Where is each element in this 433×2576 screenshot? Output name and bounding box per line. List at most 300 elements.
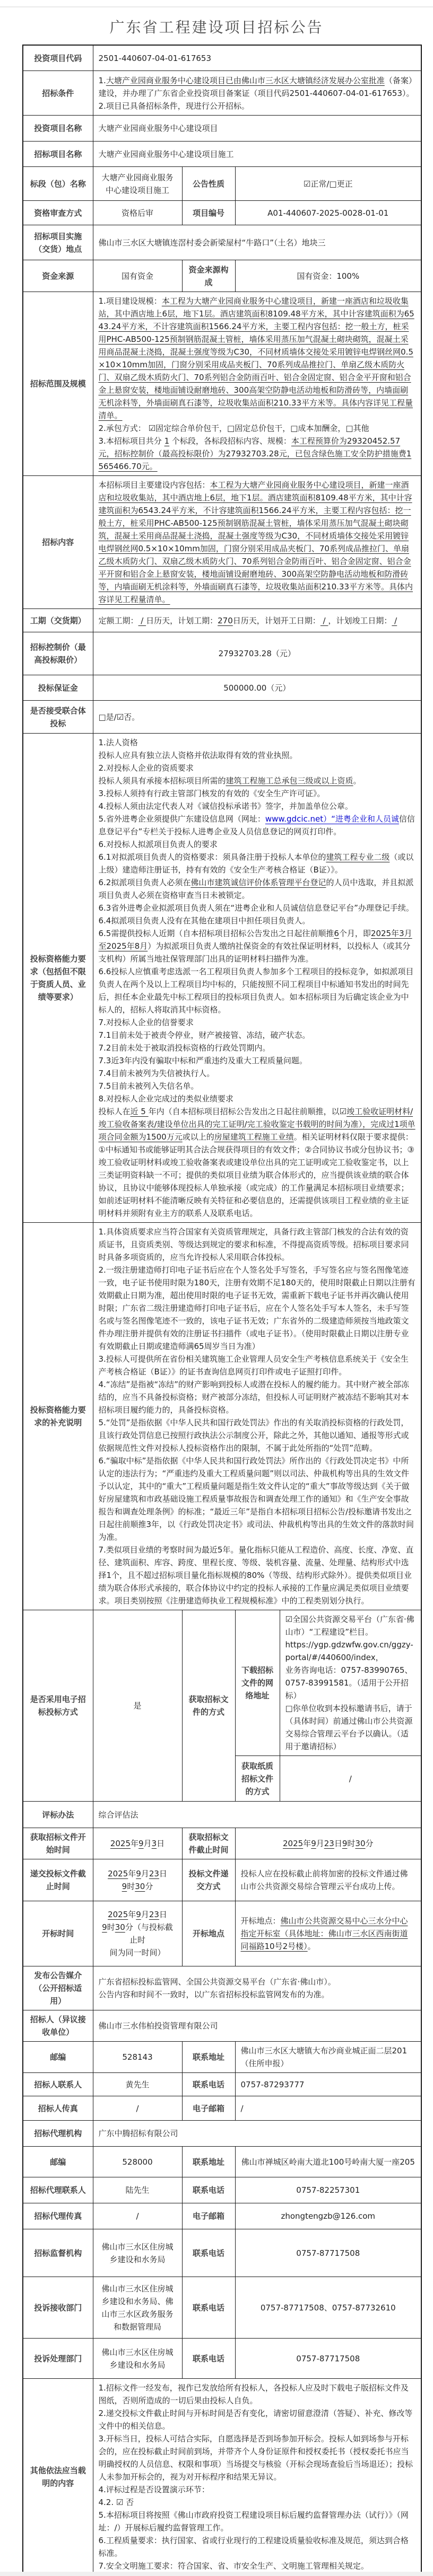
text-line bbox=[99, 749, 416, 762]
investment-project-name-value bbox=[93, 116, 421, 142]
text: 时 bbox=[107, 1922, 115, 1932]
agency-contact-value2 bbox=[235, 2177, 421, 2203]
text: 分 bbox=[365, 1839, 374, 1848]
text: 6.“骗取中标”是指依据《中华人民共和国行政处罚法》所作出的《行政处罚决定书》中所认定的违法行为；“严重违约及重大工程质量问题”则以司法、仲裁机构等出具的生效文件予以认定，其中的“重大”工程质量问题是指生效文件认定的“重大”事故等级达到《关于做好房屋建筑和市政基础设施工程质量事故报告和调查处理工作的通知》和《生产安全事故报告和调查处理条例》的标准；“最近三年”是指自本招标项目招标公告/投标邀请书发出之日起往前顺推3年，以《行政处罚决定书》或司法、仲裁机构等出具的生效文件的落款时间为准。 bbox=[98, 1456, 414, 1542]
supervision-agency-value bbox=[93, 2229, 182, 2277]
text: 1.具体资质要求应当符合国家有关资质管理规定，具备行政主管部门核发的合法有效的资质证书，且资质类别、等级达到规定的要求和标准，不得提高资质等级。招标项目要求同时具备多项资质的，应当允许投标人采用联合体投标。 bbox=[98, 1227, 409, 1262]
text: / bbox=[240, 2103, 244, 2113]
text-line bbox=[99, 813, 416, 838]
text-line bbox=[99, 1988, 416, 2001]
bid-opening-value bbox=[93, 1901, 182, 1966]
row-agency-fax bbox=[23, 2203, 421, 2229]
text-line bbox=[99, 2078, 177, 2091]
text: 佛山市三水区住房城乡建设和水务局 bbox=[101, 2242, 174, 2264]
announcement-media-value bbox=[93, 1966, 421, 2010]
document-obtain-time-value bbox=[93, 1828, 182, 1859]
text: 信信息登记平台”专栏关于投标人进粤企业及人员信息登记的网页打印件。 bbox=[98, 814, 415, 836]
electronic-bidding-value bbox=[93, 1610, 182, 1802]
bidding-content-value bbox=[93, 476, 421, 609]
text: 业务咨询电话：0757-83990765、0757-83991581。（适用于公开招标） bbox=[285, 1665, 413, 1700]
tenderer-contact-value2 bbox=[235, 2073, 421, 2096]
document-obtain-time-label: 获取招标文件开始时间 bbox=[23, 1828, 93, 1859]
text-line bbox=[99, 965, 416, 1016]
text-line bbox=[99, 1975, 416, 1988]
text-line bbox=[99, 1454, 416, 1543]
text-line bbox=[99, 2496, 416, 2509]
text: 6.5需提供投标人近期（自本招标项目招标公告发出之日起往前顺推 bbox=[98, 929, 334, 938]
agency-fax-value2 bbox=[235, 2203, 421, 2229]
underlined-text: 9 bbox=[136, 1910, 141, 1919]
text: 。 bbox=[307, 1942, 316, 1951]
supervision-agency-label2: 联系电话 bbox=[182, 2229, 235, 2277]
row-fund-source bbox=[23, 260, 421, 292]
text: 0757-87717508 bbox=[296, 2353, 360, 2363]
qualification-requirements-label: 投标资格能力要求（包括但不限于资质人员、业绩等要求） bbox=[23, 734, 93, 1223]
evaluation-method-value bbox=[93, 1802, 421, 1828]
row-construction-period bbox=[23, 609, 421, 632]
underlined-text: / bbox=[392, 615, 397, 625]
tenderer-contact-label2: 联系电话 bbox=[182, 2073, 235, 2096]
text: 广东中腾招标有限公司 bbox=[98, 2129, 178, 2138]
tenderer-postcode-value2 bbox=[235, 2042, 421, 2073]
tenderer-postcode-label2: 联系地址 bbox=[182, 2042, 235, 2073]
row-investment-project-code bbox=[23, 45, 421, 71]
supervision-agency-label: 招标监督机构 bbox=[23, 2229, 93, 2277]
text-line bbox=[285, 1664, 416, 1702]
agency-contact-label2: 联系电话 bbox=[182, 2177, 235, 2203]
underlined-text: 近 5 bbox=[130, 1107, 149, 1116]
text: 0757-87717508 bbox=[296, 2248, 360, 2258]
text: 6.3省外进粤企业拟派项目负责人须在“进粤企业和人员诚信信息登记平台”办理登记手续。 bbox=[98, 903, 414, 913]
text: A01-440607-2025-0028-01-01 bbox=[267, 208, 389, 218]
text-line bbox=[99, 2184, 177, 2196]
underlined-text: 本工程预算价为29320452.57元，招标控制价（最高投标限价）为27932703.28元，已包含绿色施工安全防护措施费1565466.70元。 bbox=[98, 436, 412, 471]
text-line bbox=[99, 479, 416, 606]
investment-project-code-label: 投资项目代码 bbox=[23, 45, 93, 71]
text-line bbox=[99, 295, 416, 422]
download-url-value bbox=[280, 1610, 421, 1756]
text: 5.“处罚”是指依据《中华人民共和国行政处罚法》作出的有关取消投标资格的行政处罚，且该行政处罚信息已按照行政执法公示制度公开，除此之外，其他以通知、通报等形式或依据规范性文件对投标人投标资格作出的限制，不属于此处所指的“处罚”范畴。 bbox=[98, 1418, 409, 1453]
tenderer-postcode-label: 邮编 bbox=[23, 2042, 93, 2073]
text-line bbox=[99, 2127, 416, 2140]
document-obtain-time-value2 bbox=[235, 1828, 421, 1859]
tenderer-contact-label: 招标人联系人 bbox=[23, 2073, 93, 2096]
row-bidding-agency bbox=[23, 2121, 421, 2147]
text-line bbox=[99, 1416, 416, 1454]
text-line bbox=[241, 2247, 416, 2260]
agency-postcode-label2: 联系地址 bbox=[182, 2147, 235, 2177]
text: 6.工程质量要求：执行国家、省或行业现行的工程建设质量验收标准及规范，须达到合格标准。 bbox=[98, 2536, 409, 2558]
tenderer-fax-value bbox=[93, 2096, 182, 2121]
underlined-text: 30 bbox=[115, 1922, 125, 1932]
row-bidding-content bbox=[23, 476, 421, 609]
text: 528000 bbox=[122, 2157, 153, 2167]
bid-opening-value2 bbox=[235, 1901, 421, 1966]
text: 佛山市三水区大塘镇大布沙商业城正面二层201（住所申报） bbox=[240, 2046, 408, 2068]
text-line bbox=[99, 2381, 416, 2407]
text-line bbox=[99, 2240, 177, 2266]
text: 7.安全文明施工要求：符合国家、省、市安全生产、文明施工管理相关规定。 bbox=[98, 2561, 369, 2571]
text-line bbox=[99, 1067, 416, 1080]
supervision-agency-value2 bbox=[235, 2229, 421, 2277]
text: 月 bbox=[143, 1839, 152, 1848]
text-line bbox=[99, 2346, 177, 2371]
bidding-agency-value bbox=[93, 2121, 421, 2147]
text: 国有资金：100% bbox=[297, 271, 360, 281]
text: 间为同一时间） bbox=[109, 1948, 166, 1957]
text: 日 bbox=[159, 1910, 167, 1919]
text: 投标人应具有独立法人资格并依法取得有效的营业执照。 bbox=[98, 751, 298, 760]
text-line bbox=[99, 1378, 416, 1416]
row-complaint-handling bbox=[23, 2339, 421, 2379]
underlined-text: 建筑工程施工总承包三级或以上资质 bbox=[226, 776, 353, 786]
text: ）为拟派项目负责人缴纳社保资金的有效社保证明材料，以投标人（或其分支机构）所属当地社保管理部门出具的证明材料扫描件为准。 bbox=[98, 941, 411, 964]
agency-postcode-label: 邮编 bbox=[23, 2147, 93, 2177]
underlined-text: 竣工验收证明材料/竣工验收备案表/建设单位出具的完工证明/完工验收鉴定书载明的时间为准），完成过1项单项合同金额为 bbox=[98, 1107, 415, 1142]
text: 1.招标文件一经发布，视作已发放给所有投标人，各投标人应及时下载电子版招标文件及图纸，否则所造成的一切后果由投标人自负。 bbox=[98, 2383, 409, 2405]
text: 5.本招标项目将按照《佛山市政府投资工程建设项目标后履约监督管理办法（试行）》（网址：/）开展标后履约监督管理工作。 bbox=[98, 2510, 409, 2533]
text: 528143 bbox=[122, 2052, 153, 2062]
text-line bbox=[241, 1837, 416, 1850]
text: 4.投标人须由法定代表人对《诚信投标承诺书》签字，并加盖单位公章。 bbox=[98, 801, 353, 811]
qualification-review-label2: 项目编号 bbox=[182, 201, 235, 225]
underlined-text: 1500 bbox=[146, 1132, 167, 1142]
text: 6.4拟派项目负责人没有在其他在建项目中担任项目负责人。 bbox=[98, 916, 310, 925]
fund-source-value bbox=[93, 260, 182, 292]
text: 日历天，计划工期： bbox=[146, 615, 218, 625]
text-line bbox=[99, 1946, 177, 1959]
text: 3.投标人须持有行政主管部门核发的有效的《安全生产许可证》。 bbox=[98, 789, 325, 798]
qualification-supplement-value bbox=[93, 1223, 421, 1610]
bid-bond-value bbox=[93, 675, 421, 701]
text-line bbox=[99, 1880, 177, 1893]
agency-fax-label: 招标代理传真 bbox=[23, 2203, 93, 2229]
text-line bbox=[99, 914, 416, 927]
bidding-conditions-value bbox=[93, 71, 421, 116]
gdcic-link[interactable]: www.gdcic.net）“进粤企业和人员诚 bbox=[265, 814, 399, 824]
underlined-text: / bbox=[320, 615, 328, 625]
text-line bbox=[99, 1264, 416, 1353]
text-line bbox=[241, 178, 416, 190]
text-line bbox=[99, 2407, 416, 2432]
text: 佛山市三水区住房城乡建设和水务局 bbox=[101, 2347, 174, 2370]
text: 7.1目前未处于被责令停业，财产被接管、冻结，破产状态。 bbox=[98, 1030, 310, 1040]
text: 2.承包方式： ☑固定综合单价包干，□固定总价包干，□成本加酬金，□其他 bbox=[98, 424, 369, 433]
fund-source-label: 资金来源 bbox=[23, 260, 93, 292]
text-line bbox=[99, 787, 416, 800]
text: 7.3近3年内没有骗取中标和严重违约及重大工程质量问题。 bbox=[98, 1056, 307, 1065]
bidding-scope-value bbox=[93, 292, 421, 476]
row-project-location bbox=[23, 225, 421, 260]
underlined-text: 大塘产业园商业服务中心建设项目已由佛山市三水区大塘镇经济发展办公室批准 bbox=[106, 75, 385, 85]
text-line bbox=[99, 876, 416, 902]
text: 年 bbox=[128, 1869, 136, 1878]
row-announcement-media bbox=[23, 1966, 421, 2010]
text: 4.2. ☑ 否 bbox=[98, 2498, 134, 2507]
agency-fax-value bbox=[93, 2203, 182, 2229]
underlined-text: 9 bbox=[342, 1839, 348, 1848]
text: 是 bbox=[133, 1701, 142, 1710]
section-name-label: 标段（包）名称 bbox=[23, 167, 93, 201]
row-qualification-requirements bbox=[23, 734, 421, 1223]
tenderer-postcode-value bbox=[93, 2042, 182, 2073]
text-line bbox=[241, 1867, 416, 1893]
top-divider bbox=[0, 0, 433, 7]
text: 3.本招标项目共分 bbox=[98, 436, 164, 446]
text: （或以上级）建造师注册证书，持有有效的《安全生产考核合格证（B证）》。 bbox=[98, 852, 414, 875]
text-line bbox=[99, 2156, 177, 2168]
text: 公告内容和时间不一致时，以广东省招标投标监管网发布的为准。 bbox=[98, 1990, 330, 1999]
text-line bbox=[99, 682, 416, 694]
underlined-text: 万元 bbox=[166, 1132, 183, 1142]
text: □你单位收到本投标邀请书后，请于（具体时间）前通过佛山市公共资源交易综合管理云平台予以确认。（适用于邀请招标） bbox=[285, 1704, 413, 1751]
qualification-review-value bbox=[93, 201, 182, 225]
text-line bbox=[99, 1225, 416, 1264]
row-bidding-conditions bbox=[23, 71, 421, 116]
underlined-text: 建筑工程专业二级 bbox=[326, 852, 390, 862]
text-line bbox=[241, 1915, 416, 1953]
text-line bbox=[99, 2282, 177, 2333]
text-line bbox=[99, 1837, 177, 1850]
underlined-text: 23 bbox=[324, 1839, 334, 1848]
bottom-strip bbox=[0, 2572, 433, 2576]
row-bid-opening bbox=[23, 1901, 421, 1966]
section-name-value bbox=[93, 167, 182, 201]
complaint-handling-value2 bbox=[235, 2339, 421, 2379]
text: 分 bbox=[145, 1882, 153, 1891]
text: 月 bbox=[141, 1910, 149, 1919]
announcement-media-label: 发布公告媒介（公开招标适用） bbox=[23, 1966, 93, 2010]
text: 1.法人资格 bbox=[98, 738, 138, 747]
text: 大塘产业园商业服务中心建设项目 bbox=[98, 123, 218, 133]
text-line bbox=[99, 207, 177, 219]
underlined-text: 9 bbox=[102, 1922, 107, 1932]
row-tenderer-postcode bbox=[23, 2042, 421, 2073]
text: 6.对投标人拟派项目负责人的要求 bbox=[98, 840, 218, 849]
submission-deadline-label: 递交投标文件截止时间 bbox=[23, 1859, 93, 1901]
qualification-requirements-value bbox=[93, 734, 421, 1223]
text-line bbox=[241, 2156, 416, 2168]
underlined-text: 6 bbox=[334, 929, 339, 938]
document-obtain-time-label2: 获取招标文件截止时间 bbox=[182, 1828, 235, 1859]
electronic-bidding-method-label: 获取招标文件的方式 bbox=[182, 1610, 235, 1802]
text-line bbox=[99, 2534, 416, 2560]
bidding-conditions-label: 招标条件 bbox=[23, 71, 93, 116]
text: 年 bbox=[128, 1910, 136, 1919]
text-line bbox=[99, 74, 416, 100]
electronic-bidding-label: 是否采用电子招标投标方式 bbox=[23, 1610, 93, 1802]
row-bidding-scope bbox=[23, 292, 421, 476]
tenderer-label: 招标人（异议接收单位） bbox=[23, 2010, 93, 2042]
text-line bbox=[99, 762, 416, 774]
text: 年 bbox=[131, 1839, 139, 1848]
underlined-text: 佛山市公共资源交易中心三水分中心指定开标室（具体地址：佛山市三水区西南街道同福路10号2号楼） bbox=[240, 1916, 408, 1951]
text: 时 bbox=[127, 1882, 135, 1891]
text-line bbox=[241, 2044, 416, 2070]
text: 分（与投标截止时 bbox=[125, 1922, 173, 1945]
project-location-value bbox=[93, 225, 421, 260]
complaint-handling-label: 投诉处理部门 bbox=[23, 2339, 93, 2379]
consortium-bidding-value bbox=[93, 701, 421, 734]
text: 7.类似项目业绩的考察时间为最近5年。量化指标只能从工程造价、高度、长度、净宽、直径、建筑面积、库容、跨度、里程长度、等级、装机容量、流量、处理量、结构形式中选择1个，且不超过招标项目量化指标规模的80%（等级、结构形式除外）。提供类似项目业绩为联合体形式承接的，联合体协议中约定的投标人承接的工作量应满足类似项目业绩要求。项目类别按照《注册建造师执业工程规模标准》中的工程类别划分执行。 bbox=[98, 1545, 414, 1605]
row-investment-project-name bbox=[23, 116, 421, 142]
agency-fax-label2: 电子邮箱 bbox=[182, 2203, 235, 2229]
underlined-text: 2025 bbox=[108, 1869, 128, 1878]
underlined-text: 佛山市建筑诚信评价体系管理平台登记 bbox=[190, 878, 326, 887]
bidding-project-name-value bbox=[93, 142, 421, 167]
text: 。相关证明材料仅限于要求提供：①中标通知书或能够证明其合法合规获得项目的有效文件；②合同协议书或分包协议书；③竣工验收证明材料或竣工验收备案表或建设单位出具的完工证明或完工验收鉴定书，以上三类证明资料缺一不可；提供的类似项目业绩为联合体形式的，应当提供该业绩的联合体协议，且协议中能够体现投标人单独承接（或完成）的工作量满足本招标项目业绩要求；如前述证明材料不能清晰反映有关特征和必要信息的，还需提供该项目工程业绩的业主证明材料并须附有业主方的联系人及联系电话。 bbox=[98, 1132, 414, 1218]
text: 500000.00（元） bbox=[223, 683, 291, 693]
text-line bbox=[99, 171, 177, 197]
agency-postcode-value bbox=[93, 2147, 182, 2177]
text-line bbox=[99, 1699, 177, 1712]
text-line bbox=[99, 2483, 416, 2496]
text-line bbox=[99, 927, 416, 965]
complaint-handling-value bbox=[93, 2339, 182, 2379]
row-section-name bbox=[23, 167, 421, 201]
fund-source-value2 bbox=[235, 260, 421, 292]
control-price-value bbox=[93, 632, 421, 675]
text: 7.5目前未被列入失信名单。 bbox=[98, 1081, 199, 1091]
bid-bond-label: 投标保证金 bbox=[23, 675, 93, 701]
text: 个月，即 bbox=[339, 929, 371, 938]
bidding-agency-label: 招标代理机构 bbox=[23, 2121, 93, 2147]
underlined-text: 1 bbox=[164, 436, 170, 446]
text: 年内（自本招标项目招标公告发出之日起往前顺推，以☑ bbox=[148, 1107, 347, 1116]
text: 或以上的 bbox=[182, 1132, 214, 1142]
text: / bbox=[136, 2211, 139, 2221]
text-line bbox=[99, 1042, 416, 1054]
text-line bbox=[99, 2210, 177, 2222]
text-line bbox=[99, 270, 177, 283]
text: 7.2目前未处于被取消投标资格的行政处罚期内。 bbox=[98, 1043, 271, 1053]
text: 2.对投标人企业的资质要求 bbox=[98, 763, 194, 773]
text: 的人员中选取，并且拟派项目负责人必须在资格审查当日未被锁定。 bbox=[98, 878, 414, 900]
text-line bbox=[99, 236, 416, 249]
text-line bbox=[99, 647, 416, 660]
row-agency-postcode bbox=[23, 2147, 421, 2177]
row-qualification-review bbox=[23, 201, 421, 225]
text-line bbox=[241, 207, 416, 219]
text-line bbox=[241, 2078, 416, 2091]
consortium-bidding-label: 是否接受联合体投标 bbox=[23, 701, 93, 734]
underlined-text: 3 bbox=[151, 1839, 157, 1848]
bidding-scope-label: 招标范围及规模 bbox=[23, 292, 93, 476]
underlined-text: 23 bbox=[149, 1910, 159, 1919]
agency-postcode-value2 bbox=[235, 2147, 421, 2177]
qualification-review-value2 bbox=[235, 201, 421, 225]
text: （备案）建设，并办理了广东省企业投资项目备案证（项目代码2501-440607-04-01-617653）。 bbox=[98, 75, 414, 98]
text: 0757-82257301 bbox=[296, 2185, 360, 2195]
text-line bbox=[99, 100, 416, 112]
text-line bbox=[99, 711, 416, 724]
row-tenderer-fax bbox=[23, 2096, 421, 2121]
text: ☑全国公共资源交易平台（广东省·佛山市）“工程建设”栏目。 bbox=[285, 1615, 414, 1637]
paper-method-label: 获取纸质招标文件的方式 bbox=[235, 1756, 280, 1802]
text-line bbox=[99, 1867, 177, 1880]
row-evaluation-method bbox=[23, 1802, 421, 1828]
underlined-text: 30 bbox=[135, 1882, 145, 1891]
agency-contact-label: 招标代理联系人 bbox=[23, 2177, 93, 2203]
text: 年 bbox=[303, 1839, 311, 1848]
underlined-text: / bbox=[138, 615, 146, 625]
text-line bbox=[99, 838, 416, 851]
text-line bbox=[99, 1054, 416, 1067]
row-complaint-receiving bbox=[23, 2277, 421, 2339]
evaluation-method-label: 评标办法 bbox=[23, 1802, 93, 1828]
other-required-content-value bbox=[93, 2379, 421, 2576]
text: 黄先生 bbox=[125, 2079, 150, 2089]
row-other-required-content bbox=[23, 2379, 421, 2576]
text: 定额工期： bbox=[98, 615, 138, 625]
underlined-text: 房屋建筑工程施工业绩 bbox=[214, 1132, 294, 1142]
text-line bbox=[99, 2019, 416, 2032]
bidding-project-name-label: 招标项目名称 bbox=[23, 142, 93, 167]
underlined-text: 本工程为大塘产业园商业服务中心建设项目，新建一座酒店和垃圾收集站，其中酒店地上6层，地下1层。酒店建筑面积8109.48平方米，其中计容建筑面积为6543.24平方米，不计容建筑面积1566.24平方米，主要工程内容包括：挖一般土方，桩采用PHC-AB500-125预制钢筋混凝土管桩，墙体采用蒸压加气混凝土砌块砌筑，混凝土采用商品混凝土浇捣，混凝土强度等级为C30，不同材质墙体交接处采用镀锌电焊钢丝网0.5×10×10mm加固，门窗分别采用成品夹板门、70系列成品推拉门、单扇乙级木质防火门、双扇乙级木质防火门、70系列铝合金防雨百叶、铝合金固定窗、铝合金平开窗和铝合金上悬窗安装，楼地面铺设耐磨地砖、300高架空防静电活动地板和防滑砖等，内墙面刷无机涂料等，外墙面刷真石漆等，垃圾收集站面积210.33平方米等。具体内容详见工程量清单。 bbox=[98, 480, 413, 604]
submission-deadline-value bbox=[93, 1859, 182, 1901]
text: 大塘产业园商业服务中心建设项目施工 bbox=[98, 149, 234, 159]
text: zhongtengzb@126.com bbox=[281, 2211, 376, 2221]
project-location-label: 招标项目实施（交货）地点 bbox=[23, 225, 93, 260]
text: 1.项目建设规模： bbox=[98, 296, 162, 306]
text-line bbox=[99, 52, 416, 65]
text-line bbox=[99, 902, 416, 914]
text: 大塘产业园商业服务中心建设项目施工 bbox=[101, 172, 174, 195]
section-name-label2: 公告性质 bbox=[182, 167, 235, 201]
row-qualification-supplement bbox=[23, 1223, 421, 1610]
text: 个标段，各标段招标内容、规模： bbox=[169, 436, 291, 446]
underlined-text: 30 bbox=[355, 1839, 366, 1848]
text: 国有资金 bbox=[121, 271, 153, 281]
text: 佛山市禅城区岭南大道北100号岭南大厦一座205 bbox=[241, 2157, 415, 2167]
text: 开标地点： bbox=[240, 1916, 281, 1926]
tenderer-fax-label: 招标人传真 bbox=[23, 2096, 93, 2121]
text: 广东省招标投标监管网、全国公共资源交易平台（广东省·佛山市）。 bbox=[98, 1977, 336, 1987]
text-line bbox=[285, 1613, 416, 1638]
text-line bbox=[99, 774, 416, 787]
text-line bbox=[99, 1543, 416, 1607]
underlined-text: 9 bbox=[122, 1882, 127, 1891]
underlined-text: 本工程为大塘产业园商业服务中心建设项目，新建一座酒店和垃圾收集站，其中酒店地上6层，地下1层。酒店建筑面积8109.48平方米，其中计容建筑面积为6543.24平方米，不计容建筑面积1566.24平方米，主要工程内容包括：挖一般土方，桩采用PHC-AB500-125预制钢筋混凝土管桩，墙体采用蒸压加气混凝土砌块砌筑，混凝土采用商品混凝土浇捣，混凝土强度等级为C30，不同材质墙体交接处采用镀锌电焊钢丝网0.5×10×10mm加固，门窗分别采用成品夹板门、70系列成品推拉门、单扇乙级木质防火门、双扇乙级木质防火门、70系列铝合金防雨百叶、铝合金固定窗、铝合金平开窗和铝合金上悬窗安装，楼地面铺设耐磨地砖、300高架空防静电活动地板和防滑砖等，内墙面刷无机涂料等，外墙面刷真石漆等，垃圾收集站面积210.33平方米等。具体内容详见工程量清单。 bbox=[98, 296, 414, 420]
text: 7.4目前未被列为失信被执行人。 bbox=[98, 1069, 215, 1078]
row-tenderer-contact bbox=[23, 2073, 421, 2096]
text-line bbox=[285, 1702, 416, 1753]
complaint-receiving-value bbox=[93, 2277, 182, 2339]
text-line bbox=[99, 1029, 416, 1042]
text: 2.一级注册建造师打印电子证书后应在个人签名处手写签名，手写签名应与签名图像笔迹一致，电子证书使用时限为180天，注册有效期不足180天的，使用时限截止日期以注册有效期截止日期为准，超出使用时限的电子证书无效，需重新下载电子证书并再次确认使用时限；广东省二级注册建造师打印电子证书后，应在个人签名处手写本人签名，未手写签名或与签名图像笔迹不一致的，该电子证书无效；广东省外的二级建造师须按当地政策文件办理注册并提供有效的注册证书扫描件（或电子证书）。（使用时限截止日期以注册专业有效期截止日期或建造师满65周岁当日为准） bbox=[98, 1265, 415, 1351]
text: 资格后审 bbox=[121, 208, 153, 218]
text: 1. bbox=[98, 75, 106, 85]
text: 4.评标过程是否设置演示环节： bbox=[98, 2485, 210, 2494]
text: https://ygp.gdzwfw.gov.cn/ggzy-portal/#/440600/index， bbox=[285, 1640, 413, 1662]
text: 27932703.28（元） bbox=[218, 649, 296, 658]
text-line bbox=[241, 2301, 416, 2314]
text-line bbox=[99, 2509, 416, 2534]
text: 2.递交投标文件截止时间与开标时间是否有变化，请密切留意澄清（答疑）、补充、修改等文件中的相关信息。 bbox=[98, 2409, 413, 2431]
text: 投标人在 bbox=[98, 1107, 131, 1116]
text: ，计划竣工日期： bbox=[328, 615, 392, 625]
text: 月 bbox=[141, 1869, 149, 1878]
text-line bbox=[99, 1353, 416, 1378]
text-line bbox=[99, 1809, 416, 1821]
text: ☑正常/□更正 bbox=[303, 179, 353, 189]
text-line bbox=[99, 1092, 416, 1105]
text: 日 bbox=[159, 1869, 167, 1878]
row-submission-deadline bbox=[23, 1859, 421, 1901]
text: 0757-87293777 bbox=[240, 2079, 305, 2089]
qualification-supplement-label: 投标资格能力要求的补充说明 bbox=[23, 1223, 93, 1610]
row-supervision-agency bbox=[23, 2229, 421, 2277]
